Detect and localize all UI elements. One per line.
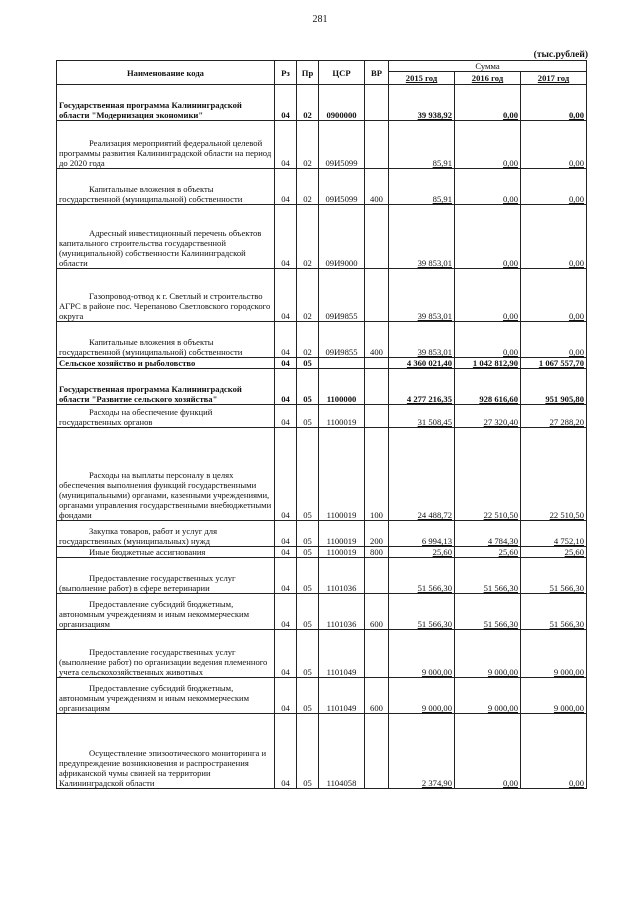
row-value-2015: 2 374,90	[389, 714, 455, 789]
row-name: Иные бюджетные ассигнования	[57, 547, 275, 558]
row-vr: 400	[365, 169, 389, 205]
budget-table	[56, 60, 587, 789]
row-pr: 05	[297, 678, 319, 714]
page-number: 281	[312, 14, 328, 25]
row-csr: 09И5099	[319, 169, 365, 205]
table-row	[57, 358, 587, 369]
table-row	[57, 714, 587, 789]
row-name: Предоставление субсидий бюджетным, автономным учреждениям и иным некоммерческим организациям	[57, 594, 275, 630]
row-value-2015: 51 566,30	[389, 594, 455, 630]
header-name: Наименование кода	[57, 61, 275, 85]
row-value-2015: 39 853,01	[389, 205, 455, 269]
row-value-2015: 39 853,01	[389, 322, 455, 358]
table-row	[57, 269, 587, 322]
row-pr: 05	[297, 369, 319, 405]
row-value-2016: 0,00	[455, 269, 521, 322]
row-value-2017: 27 288,20	[521, 405, 587, 428]
row-value-2015: 25,60	[389, 547, 455, 558]
row-vr	[365, 405, 389, 428]
row-name: Реализация мероприятий федеральной целевой программы развития Калининградской области на период до 2020 года	[57, 121, 275, 169]
row-value-2016: 51 566,30	[455, 558, 521, 594]
row-vr	[365, 369, 389, 405]
table-row	[57, 428, 587, 521]
row-value-2015: 6 994,13	[389, 521, 455, 547]
row-value-2015: 9 000,00	[389, 678, 455, 714]
row-pr: 02	[297, 85, 319, 121]
header-rz: Рз	[275, 61, 297, 85]
row-value-2016: 9 000,00	[455, 630, 521, 678]
table-row	[57, 322, 587, 358]
table-row	[57, 205, 587, 269]
row-value-2017: 51 566,30	[521, 558, 587, 594]
row-value-2017: 951 905,80	[521, 369, 587, 405]
row-rz: 04	[275, 269, 297, 322]
table-body	[57, 85, 587, 789]
row-pr: 02	[297, 169, 319, 205]
row-rz: 04	[275, 205, 297, 269]
row-vr	[365, 358, 389, 369]
row-value-2017: 9 000,00	[521, 678, 587, 714]
row-value-2015: 85,91	[389, 169, 455, 205]
row-rz: 04	[275, 169, 297, 205]
row-name: Капитальные вложения в объекты государственной (муниципальной) собственности	[57, 169, 275, 205]
table-row	[57, 85, 587, 121]
row-value-2016: 0,00	[455, 714, 521, 789]
header-vr: ВР	[365, 61, 389, 85]
row-pr: 05	[297, 594, 319, 630]
table-row	[57, 121, 587, 169]
header-csr: ЦСР	[319, 61, 365, 85]
row-vr	[365, 269, 389, 322]
row-rz: 04	[275, 369, 297, 405]
row-name: Сельское хозяйство и рыболовство	[57, 358, 275, 369]
row-csr: 1101049	[319, 630, 365, 678]
row-value-2016: 1 042 812,90	[455, 358, 521, 369]
row-csr: 09И5099	[319, 121, 365, 169]
row-rz: 04	[275, 121, 297, 169]
row-value-2016: 27 320,40	[455, 405, 521, 428]
row-name: Расходы на обеспечение функций государственных органов	[57, 405, 275, 428]
row-vr	[365, 205, 389, 269]
row-name: Государственная программа Калининградской области "Развитие сельского хозяйства"	[57, 369, 275, 405]
row-value-2016: 4 784,30	[455, 521, 521, 547]
row-pr: 05	[297, 405, 319, 428]
row-pr: 05	[297, 358, 319, 369]
row-pr: 02	[297, 322, 319, 358]
row-value-2015: 4 360 021,40	[389, 358, 455, 369]
table-row	[57, 369, 587, 405]
row-vr	[365, 85, 389, 121]
row-csr: 1100019	[319, 405, 365, 428]
row-pr: 02	[297, 269, 319, 322]
row-rz: 04	[275, 714, 297, 789]
row-value-2016: 9 000,00	[455, 678, 521, 714]
row-value-2017: 22 510,50	[521, 428, 587, 521]
row-pr: 05	[297, 630, 319, 678]
row-rz: 04	[275, 405, 297, 428]
row-value-2015: 85,91	[389, 121, 455, 169]
row-csr: 0900000	[319, 85, 365, 121]
row-value-2017: 25,60	[521, 547, 587, 558]
table-row	[57, 594, 587, 630]
row-vr	[365, 558, 389, 594]
row-value-2015: 51 566,30	[389, 558, 455, 594]
row-value-2015: 39 938,92	[389, 85, 455, 121]
row-vr: 800	[365, 547, 389, 558]
row-value-2016: 25,60	[455, 547, 521, 558]
header-2016: 2016 год	[455, 72, 521, 85]
row-rz: 04	[275, 678, 297, 714]
row-value-2017: 0,00	[521, 85, 587, 121]
row-name: Закупка товаров, работ и услуг для государственных (муниципальных) нужд	[57, 521, 275, 547]
row-csr	[319, 358, 365, 369]
row-vr: 100	[365, 428, 389, 521]
row-value-2015: 39 853,01	[389, 269, 455, 322]
table-row	[57, 547, 587, 558]
row-csr: 1100000	[319, 369, 365, 405]
row-value-2017: 0,00	[521, 121, 587, 169]
row-vr: 600	[365, 594, 389, 630]
row-value-2016: 0,00	[455, 169, 521, 205]
row-csr: 1104058	[319, 714, 365, 789]
row-value-2017: 9 000,00	[521, 630, 587, 678]
row-csr: 1101036	[319, 558, 365, 594]
row-pr: 05	[297, 714, 319, 789]
units-label: (тыс.рублей)	[533, 50, 588, 60]
row-rz: 04	[275, 558, 297, 594]
row-value-2016: 0,00	[455, 85, 521, 121]
row-pr: 05	[297, 547, 319, 558]
row-value-2016: 0,00	[455, 205, 521, 269]
row-value-2015: 31 508,45	[389, 405, 455, 428]
row-rz: 04	[275, 547, 297, 558]
row-value-2016: 0,00	[455, 121, 521, 169]
row-name: Предоставление субсидий бюджетным, автономным учреждениям и иным некоммерческим организациям	[57, 678, 275, 714]
row-rz: 04	[275, 521, 297, 547]
row-vr: 600	[365, 678, 389, 714]
row-csr: 1100019	[319, 521, 365, 547]
row-value-2017: 1 067 557,70	[521, 358, 587, 369]
row-value-2017: 0,00	[521, 269, 587, 322]
row-vr	[365, 121, 389, 169]
row-pr: 05	[297, 558, 319, 594]
row-pr: 05	[297, 521, 319, 547]
row-name: Предоставление государственных услуг (выполнение работ) по организации ведения племенного учета сельскохозяйственных животных	[57, 630, 275, 678]
row-value-2017: 0,00	[521, 205, 587, 269]
row-value-2016: 22 510,50	[455, 428, 521, 521]
row-value-2016: 0,00	[455, 322, 521, 358]
header-pr: Пр	[297, 61, 319, 85]
row-value-2017: 51 566,30	[521, 594, 587, 630]
row-pr: 05	[297, 428, 319, 521]
row-rz: 04	[275, 358, 297, 369]
row-csr: 09И9855	[319, 269, 365, 322]
row-name: Предоставление государственных услуг (выполнение работ) в сфере ветеринарии	[57, 558, 275, 594]
row-pr: 02	[297, 121, 319, 169]
header-2017: 2017 год	[521, 72, 587, 85]
row-name: Расходы на выплаты персоналу в целях обеспечения выполнения функций государственными (муниципальными) органами, казенными учреждениями, органами управления государственными внебюджетными фондами	[57, 428, 275, 521]
row-rz: 04	[275, 594, 297, 630]
row-rz: 04	[275, 630, 297, 678]
table-row	[57, 558, 587, 594]
table-row	[57, 521, 587, 547]
row-value-2017: 0,00	[521, 322, 587, 358]
row-name: Адресный инвестиционный перечень объектов капитального строительства государственной (муниципальной) собственности Калининградской области	[57, 205, 275, 269]
row-name: Капитальные вложения в объекты государственной (муниципальной) собственности	[57, 322, 275, 358]
row-rz: 04	[275, 85, 297, 121]
row-value-2016: 51 566,30	[455, 594, 521, 630]
header-2015: 2015 год	[389, 72, 455, 85]
row-name: Газопровод-отвод к г. Светлый и строительство АГРС в районе пос. Черепаново Светловского городского округа	[57, 269, 275, 322]
row-csr: 1101036	[319, 594, 365, 630]
row-csr: 1101049	[319, 678, 365, 714]
row-value-2015: 24 488,72	[389, 428, 455, 521]
header-sum: Сумма	[389, 61, 587, 72]
row-rz: 04	[275, 322, 297, 358]
table-row	[57, 169, 587, 205]
row-csr: 09И9855	[319, 322, 365, 358]
row-value-2016: 928 616,60	[455, 369, 521, 405]
row-value-2015: 4 277 216,35	[389, 369, 455, 405]
row-name: Осуществление эпизоотического мониторинга и предупреждение возникновения и распространения африканской чумы свиней на территории Калининградской области	[57, 714, 275, 789]
row-vr	[365, 630, 389, 678]
row-csr: 1100019	[319, 547, 365, 558]
row-value-2017: 0,00	[521, 169, 587, 205]
row-rz: 04	[275, 428, 297, 521]
row-csr: 09И9000	[319, 205, 365, 269]
row-value-2017: 4 752,10	[521, 521, 587, 547]
row-vr	[365, 714, 389, 789]
row-vr: 400	[365, 322, 389, 358]
row-name: Государственная программа Калининградской области "Модернизация экономики"	[57, 85, 275, 121]
row-vr: 200	[365, 521, 389, 547]
row-pr: 02	[297, 205, 319, 269]
row-value-2017: 0,00	[521, 714, 587, 789]
table-row	[57, 405, 587, 428]
row-csr: 1100019	[319, 428, 365, 521]
table-row	[57, 678, 587, 714]
table-row	[57, 630, 587, 678]
row-value-2015: 9 000,00	[389, 630, 455, 678]
